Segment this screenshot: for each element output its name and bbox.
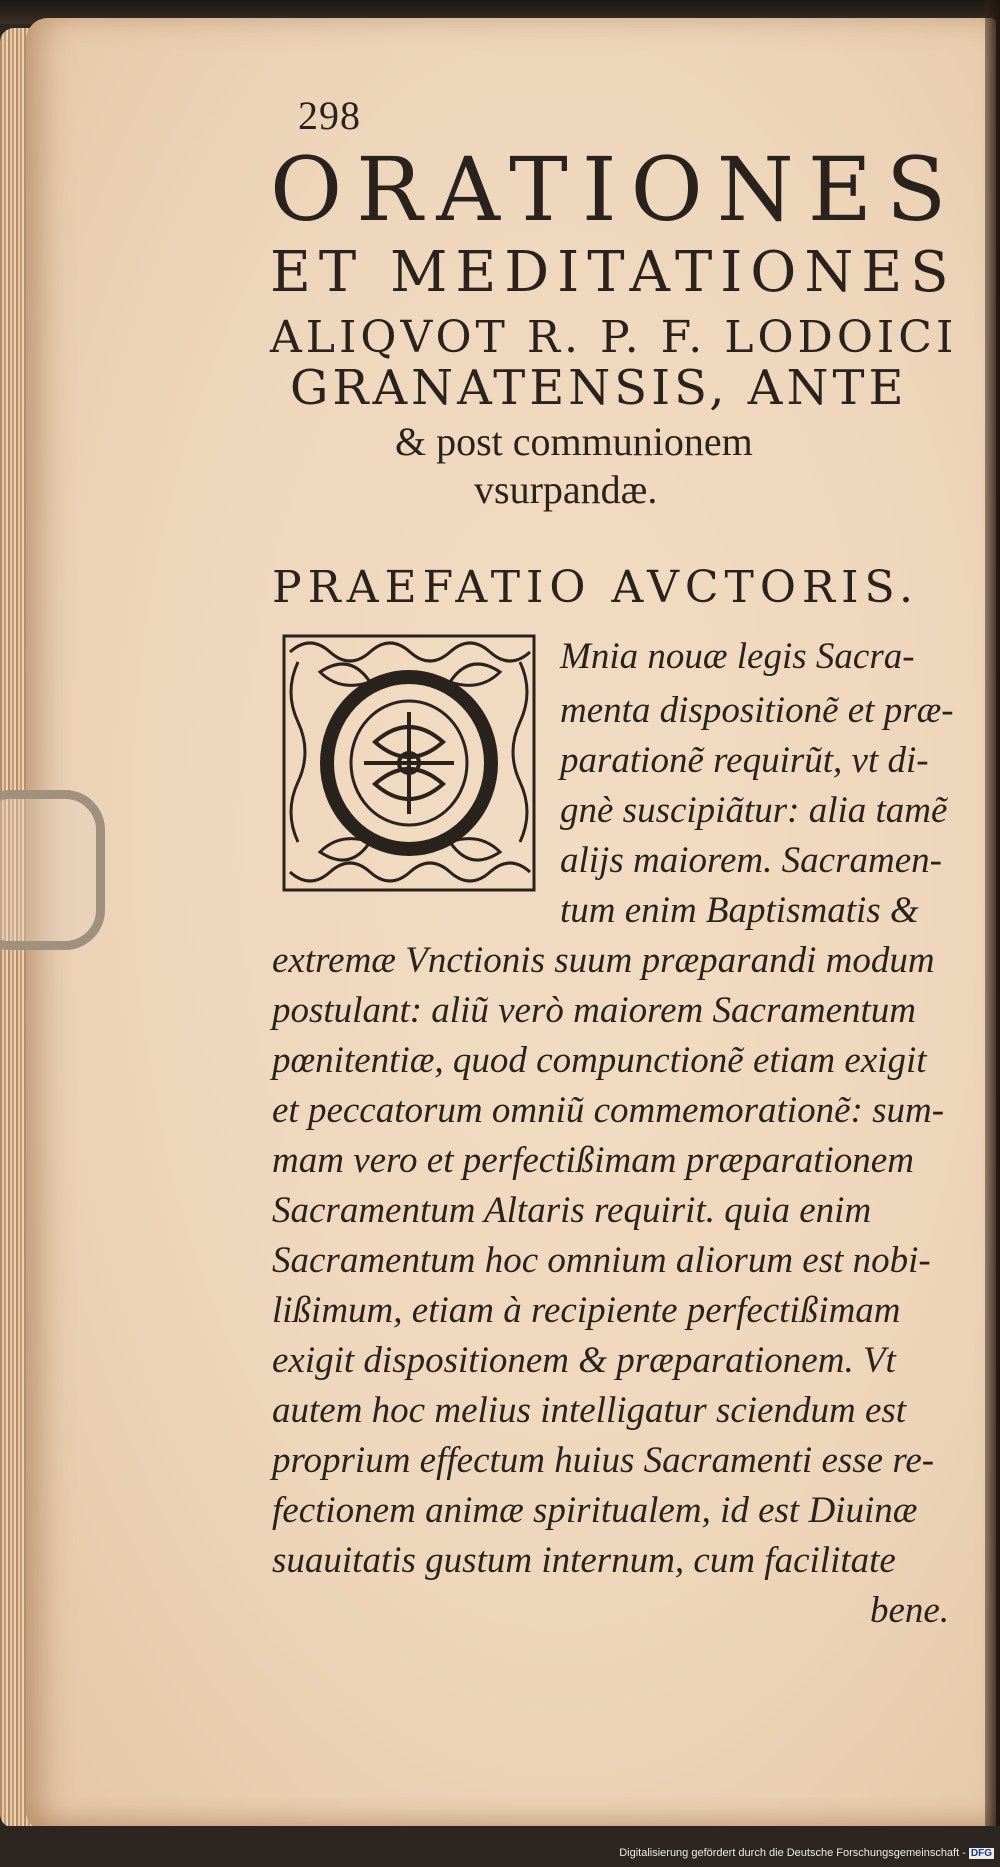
body-line: postulant: aliũ verò maiorem Sacramentum bbox=[272, 990, 916, 1031]
body-line: proprium effectum huius Sacramenti esse re- bbox=[272, 1440, 935, 1481]
spine-shadow bbox=[985, 0, 1000, 1867]
footer-credit bbox=[619, 1847, 994, 1859]
footer-credit-text: Digitalisierung gefördert durch die Deutsche Forschungsgemeinschaft - bbox=[619, 1847, 966, 1859]
body-line: pœnitentiæ, quod compunctionẽ etiam exigit bbox=[272, 1040, 927, 1081]
section-heading: PRAEFATIO AVCTORIS. bbox=[272, 562, 920, 613]
title-line-2: ET MEDITATIONES bbox=[270, 240, 957, 305]
page-number: 298 bbox=[298, 93, 361, 138]
ornamental-initial-icon bbox=[280, 632, 538, 894]
body-line: alijs maiorem. Sacramen- bbox=[560, 840, 942, 881]
ornamental-initial bbox=[280, 632, 538, 894]
body-line: gnè suscipiãtur: alia tamẽ bbox=[560, 790, 948, 831]
dfg-logo-icon: DFG bbox=[970, 1848, 992, 1859]
title-line-1: ORATIONES bbox=[270, 138, 961, 241]
body-line: Mnia nouæ legis Sacra- bbox=[560, 636, 915, 677]
body-line: autem hoc melius intelligatur sciendum est bbox=[272, 1390, 907, 1431]
body-line: extremæ Vnctionis suum præparandi modum bbox=[272, 940, 935, 981]
body-line: menta dispositionẽ et præ- bbox=[560, 690, 954, 731]
catchword: bene. bbox=[870, 1590, 950, 1631]
body-line: et peccatorum omniũ commemorationẽ: sum- bbox=[272, 1090, 945, 1131]
body-line: Sacramentum hoc omnium aliorum est nobi- bbox=[272, 1240, 931, 1281]
body-line: lißimum, etiam à recipiente perfectißimam bbox=[272, 1290, 901, 1331]
body-line: mam vero et perfectißimam præparationem bbox=[272, 1140, 914, 1181]
title-line-6: vsurpandæ. bbox=[474, 467, 658, 512]
body-line: fectionem animæ spiritualem, id est Diuinæ bbox=[272, 1490, 918, 1531]
title-line-5: & post communionem bbox=[395, 419, 753, 464]
bookmark-tab bbox=[0, 790, 105, 950]
body-line: suauitatis gustum internum, cum facilitate bbox=[272, 1540, 896, 1581]
title-line-3: ALIQVOT R. P. F. LODOICI bbox=[270, 312, 958, 363]
body-line: parationẽ requirũt, vt di- bbox=[560, 740, 929, 781]
body-line: tum enim Baptismatis & bbox=[560, 890, 919, 931]
body-line: exigit dispositionem & præparationem. Vt bbox=[272, 1340, 896, 1381]
title-line-4: GRANATENSIS, ANTE bbox=[290, 360, 908, 416]
body-line: Sacramentum Altaris requirit. quia enim bbox=[272, 1190, 872, 1231]
